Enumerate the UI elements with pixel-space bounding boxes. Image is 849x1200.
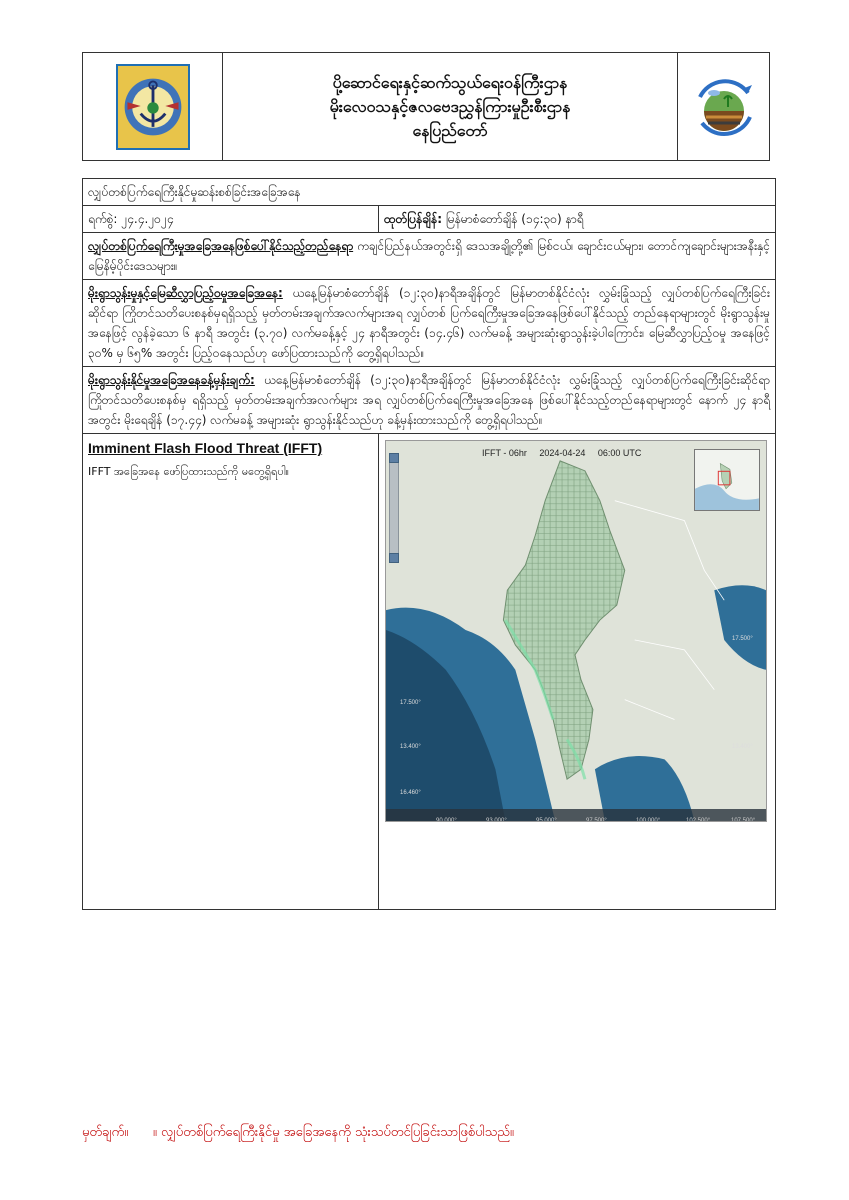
ifft-map-cell <box>379 434 776 910</box>
lat-label-right: 13.400° <box>732 744 753 750</box>
areas-label: လျှပ်တစ်ပြက်ရေကြီးမှုအခြေအနေဖြစ်ပေါ်နိုင်သည့်တည်နေရာ <box>88 239 354 253</box>
ifft-status-text: IFFT အခြေအနေ ဖော်ပြထားသည်ကို မတွေ့ရှိရပါ။ <box>88 465 289 478</box>
rainfall-text: ယနေ့မြန်မာစံတော်ချိန် (၁၂:၃၀)နာရီအချိန်တွင် မြန်မာတစ်နိုင်ငံလုံး လွှမ်းခြုံသည့် လျှပ်တစ်ပြက်ရေကြီးခြင်းဆိုင်ရာ ကြိုတင်သတိပေးစနစ်မှရရှိသည့် မှတ်တမ်းအချက်အလက်များအရ လျှပ်တစ် ပြက်ရေကြီးမှုအခြေအနေဖြစ်ပေါ်နိုင်သည့် တည်နေရာများတွင် မိုးရွာသွန်းမှုအနေဖြင့် လွန်ခဲ့သော ၆ နာရီ အတွင်း (၃.၇၀) လက်မခန့်နှင့် ၂၄ နာရီအတွင်း (၁၄.၄၆) လက်မခန့် အများဆုံးရွာသွန်းခဲ့ပါကြောင်း၊ မြေဆီလွှာပြည့်ဝမှု အနေဖြင့် ၃၀% မှ ၆၅% အတွင်း ပြည့်ဝနေသည်ဟု ဖော်ပြထားသည်ကို တွေ့ရှိရပါသည်။ <box>88 286 770 360</box>
ifft-row <box>83 434 776 910</box>
lon-label: 97.500° <box>586 818 607 822</box>
assessment-heading: လျှပ်တစ်ပြက်ရေကြီးနိုင်မှုဆန်းစစ်ခြင်းအခြေအနေ <box>83 179 776 206</box>
rainfall-label: မိုးရွာသွန်းမှုနှင့်မြေဆီလွှာပြည့်ဝမှုအခြေအနေ: <box>88 286 283 300</box>
areas-text: ကချင်ပြည်နယ်အတွင်းရှိ ဒေသအချို့တို့၏ မြစ်ငယ်၊ ချောင်းငယ်များ၊ တောင်ကျချောင်းများအနီးနှင့် မြေနိမ့်ပိုင်းဒေသများ။ <box>88 239 770 273</box>
lat-label: 13.400° <box>400 744 421 750</box>
zoom-in-icon[interactable] <box>389 453 399 463</box>
left-logo-cell <box>83 53 223 160</box>
issued-value: မြန်မာစံတော်ချိန် (၁၄:၃၀) နာရီ <box>445 212 584 226</box>
ifft-map[interactable] <box>385 440 767 822</box>
issued-label: ထုတ်ပြန်ချိန်: <box>384 212 443 226</box>
note-text: ။ လျှပ်တစ်ပြက်ရေကြီးနိုင်မှု အခြေအနေကို သုံးသပ်တင်ပြခြင်းသာဖြစ်ပါသည်။ <box>152 1125 514 1140</box>
lon-label: 90.000° <box>436 818 457 822</box>
lon-label: 95.000° <box>536 818 557 822</box>
note-label: မှတ်ချက်။ <box>82 1125 129 1140</box>
inset-map-canvas <box>695 450 759 510</box>
map-header: IFFT - 06hr 2024-04-24 06:00 UTC <box>482 448 642 458</box>
rainfall-row <box>83 280 776 367</box>
lon-label: 93.000° <box>486 818 507 822</box>
forecast-text: ယနေ့မြန်မာစံတော်ချိန် (၁၂:၃၀)နာရီအချိန်တွင် မြန်မာတစ်နိုင်ငံလုံး လွှမ်းခြုံသည့် လျှပ်တစ်ပြက်ရေကြီးခြင်းဆိုင်ရာ ကြိုတင်သတိပေးစနစ်မှ ရရှိသည့် မှတ်တမ်းအချက်အလက်များ အရ လျှပ်တစ်ပြက်ရေကြီးမှုအခြေအနေ ဖြစ်ပေါ်နိုင်သည့်တည်နေရာများတွင် နောက် ၂၄ နာရီအတွင်း မိုးရေချိန် (၁၇.၄၄) လက်မခန့် အများဆုံး ရွာသွန်းနိုင်သည်ဟု ခန့်မှန်းထားသည်ကို တွေ့ရှိရပါသည်။ <box>88 373 770 427</box>
flash-flood-assessment-table <box>82 178 776 910</box>
footer-note <box>82 1124 514 1143</box>
right-logo-cell <box>677 53 769 160</box>
hydrology-globe-logo <box>688 71 760 143</box>
date-value: ၂၄.၄.၂၀၂၄ <box>121 212 174 226</box>
ministry-emblem-logo <box>116 64 190 150</box>
issued-time-cell <box>379 206 776 233</box>
map-scale-bar <box>386 809 766 821</box>
rainfall-cell <box>83 280 776 367</box>
forecast-cell <box>83 367 776 434</box>
date-row <box>83 206 776 233</box>
city-title: နေပြည်တော် <box>412 120 488 140</box>
lon-label: 102.500° <box>686 818 711 822</box>
department-title: မိုးလေဝသနှင့်ဇလဗေဒညွှန်ကြားမှုဦးစီးဌာန <box>329 96 571 116</box>
lat-label: 16.460° <box>400 790 421 796</box>
heading-row <box>83 179 776 206</box>
date-cell <box>83 206 379 233</box>
lat-label: 17.500° <box>400 700 421 706</box>
zoom-out-icon[interactable] <box>389 553 399 563</box>
areas-row <box>83 233 776 280</box>
areas-cell <box>83 233 776 280</box>
map-zoom-slider[interactable] <box>389 453 399 563</box>
ifft-text-cell <box>83 434 379 910</box>
date-label: ရက်စွဲ: <box>88 212 118 226</box>
lon-label: 100.000° <box>636 818 661 822</box>
forecast-label: မိုးရွာသွန်းနိုင်မှုအခြေအနေခန့်မှန်းချက်: <box>88 373 255 387</box>
ifft-title: Imminent Flash Flood Threat (IFFT) <box>88 440 323 456</box>
document-header <box>82 52 770 161</box>
lon-label: 107.500° <box>731 818 756 822</box>
header-title-block <box>223 53 677 160</box>
ministry-title: ပို့ဆောင်ရေးနှင့်ဆက်သွယ်ရေးဝန်ကြီးဌာန <box>332 72 568 92</box>
lat-label-right: 17.500° <box>732 636 753 642</box>
forecast-row <box>83 367 776 434</box>
overview-inset-map[interactable] <box>694 449 760 511</box>
